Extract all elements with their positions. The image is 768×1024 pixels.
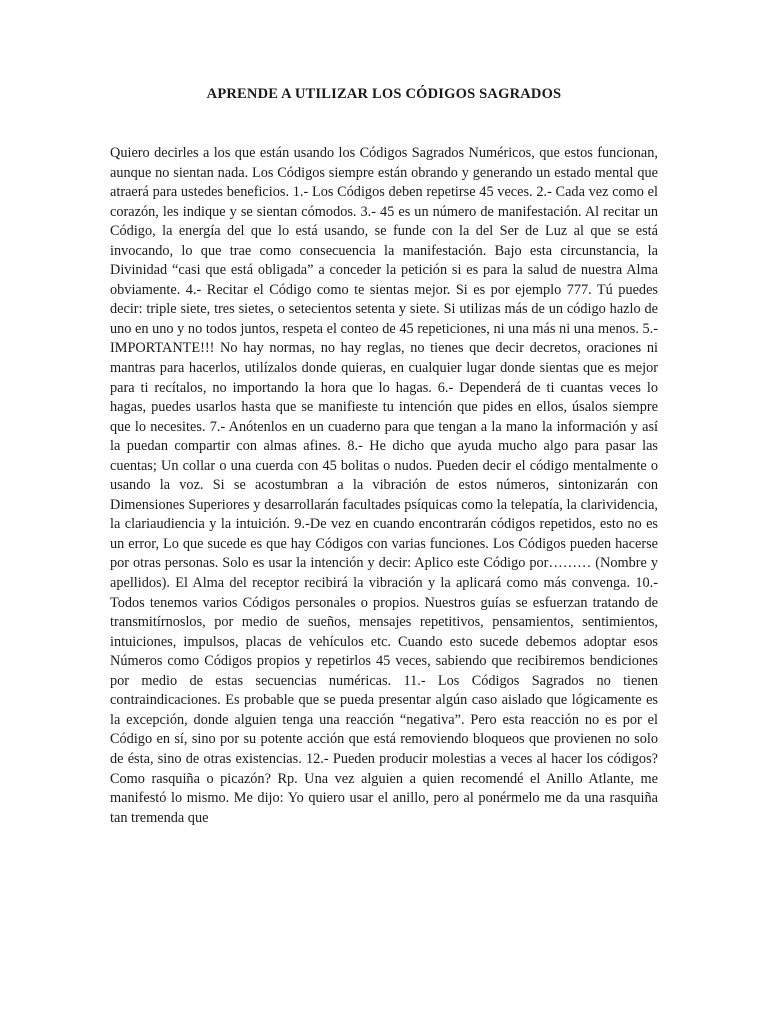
document-title: APRENDE A UTILIZAR LOS CÓDIGOS SAGRADOS: [206, 86, 562, 102]
body-paragraph: Quiero decirles a los que están usando los Códigos Sagrados Numéricos, que estos funcionan, aunque no sientan nada. Los Códigos siempre están obrando y generando un estado mental que atraerá para ustedes beneficios. 1.- Los Códigos deben repetirse 45 veces. 2.- Cada vez como el corazón, les indique y se sientan cómodos. 3.- 45 es un número de manifestación. Al recitar un Código, la energía del que lo está usando, se funde con la del Ser de Luz al que se está invocando, lo que trae como consecuencia la manifestación. Bajo esta circunstancia, la Divinidad “casi que está obligada” a conceder la petición si es para la salud de nuestra Alma obviamente. 4.- Recitar el Código como te sientas mejor. Si es por ejemplo 777. Tú puedes decir: triple siete, tres sietes, o setecientos setenta y siete. Si utilizas más de un código hazlo de uno en uno y no todos juntos, respeta el conteo de 45 repeticiones, ni una más ni una menos. 5.- IMPORTANTE!!! No hay normas, no hay reglas, no tienes que decir decretos, oraciones ni mantras para hacerlos, utilízalos donde quieras, en cualquier lugar donde sientas que es mejor para ti recítalos, no importando la hora que lo hagas. 6.- Dependerá de ti cuantas veces lo hagas, puedes usarlos hasta que se manifieste tu intención que pides en ellos, úsalos siempre que lo necesites. 7.- Anótenlos en un cuaderno para que tengan a la mano la información y así la puedan compartir con almas afines. 8.- He dicho que ayuda mucho algo para pasar las cuentas; Un collar o una cuerda con 45 bolitas o nudos. Pueden decir el código mentalmente o usando la voz. Si se acostumbran a la vibración de estos números, sintonizarán con Dimensiones Superiores y desarrollarán facultades psíquicas como la telepatía, la clarividencia, la clariaudiencia y la intuición. 9.-De vez en cuando encontrarán códigos repetidos, esto no es un error, Lo que sucede es que hay Códigos con varias funciones. Los Códigos pueden hacerse por otras personas. Solo es usar la intención y decir: Aplico este Código por……… (Nombre y apellidos). El Alma del receptor recibirá la vibración y la aplicará como más convenga. 10.- Todos tenemos varios Códigos personales o propios. Nuestros guías se esfuerzan tratando de transmitírnoslos, por medio de sueños, mensajes repetitivos, pensamientos, sentimientos, intuiciones, impulsos, placas de vehículos etc. Cuando esto sucede debemos adoptar esos Números como Códigos propios y repetirlos 45 veces, sabiendo que recibiremos bendiciones por medio de estas secuencias numéricas. 11.- Los Códigos Sagrados no tienen contraindicaciones. Es probable que se pueda presentar algún caso aislado que lógicamente es la excepción, donde alguien tenga una reacción “negativa”. Pero esta reacción no es por el Código en sí, sino por su potente acción que está removiendo bloqueos que provienen no solo de ésta, sino de otras existencias. 12.- Pueden producir molestias a veces al hacer los códigos? Como rasquiña o picazón? Rp. Una vez alguien a quien recomendé el Anillo Atlante, me manifestó lo mismo. Me dijo: Yo quiero usar el anillo, pero al ponérmelo me da una rasquiña tan tremenda que: [110, 145, 658, 826]
document-body: [110, 144, 658, 828]
